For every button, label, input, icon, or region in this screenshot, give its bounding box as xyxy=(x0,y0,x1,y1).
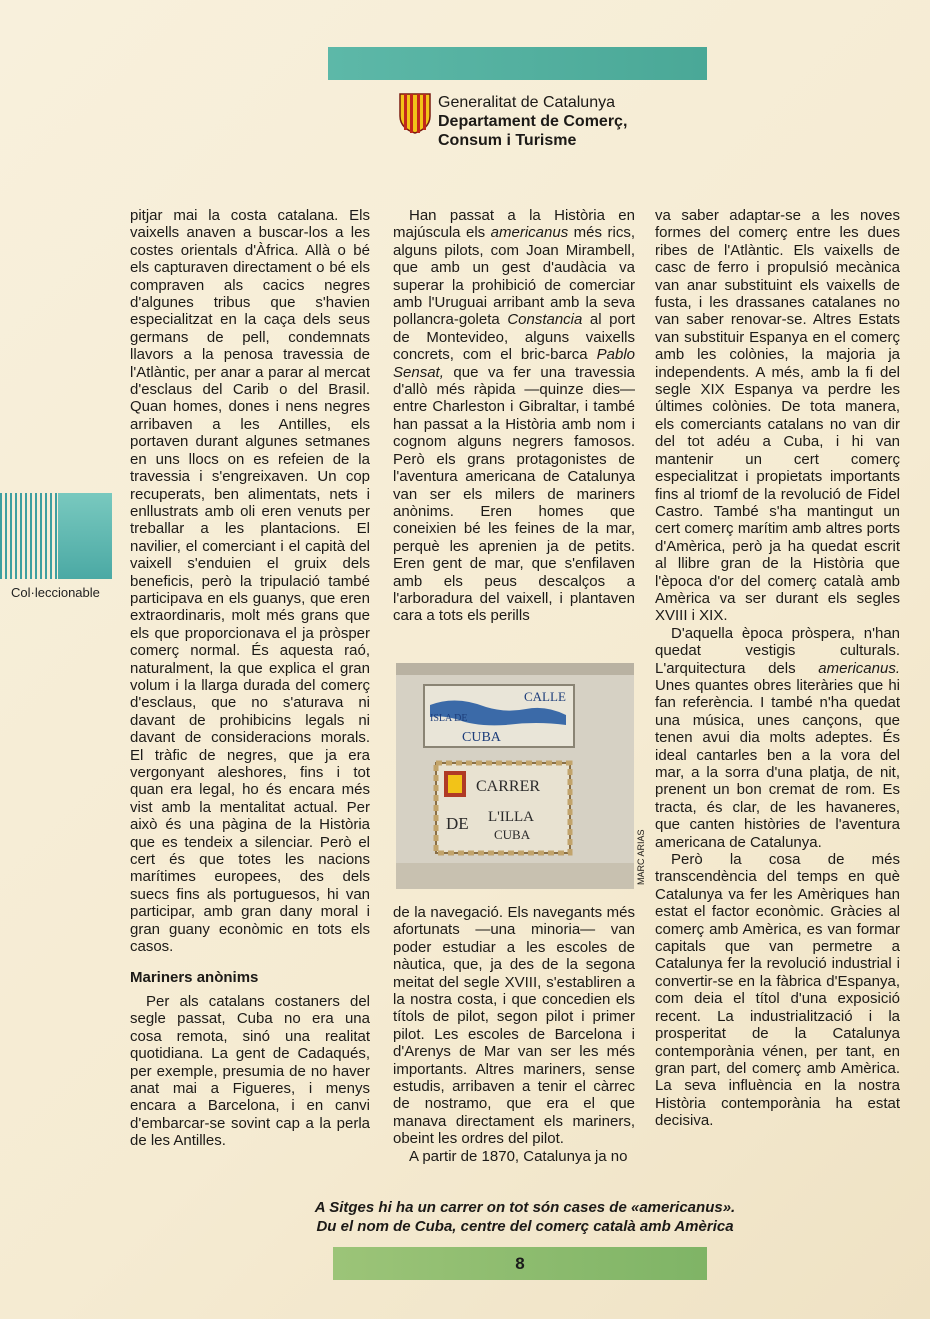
header-line-3: Consum i Turisme xyxy=(438,132,577,149)
header-line-2: Departament de Comerç, xyxy=(438,113,628,130)
column3-paragraph-3: Però la cosa de més transcendència del temps en què Catalunya va fer les Amèriques han estat el factor econòmic. Gràcies al comerç amb Amèrica, es van formar capitals que van permetre a Catalunya fer la revolució industrial i convertir-se en la fàbrica d'Espanya, com deia el títol d'una exposició recent. La industrialització i la prosperitat de la Catalunya contemporània vénen, per tant, en gran part, del comerç amb Amèrica. La seva influència en la nostra Història contemporània ha estat decisiva. xyxy=(655,851,900,1130)
sign1-mid: ISLA DE xyxy=(430,713,468,724)
caption-line-2: Du el nom de Cuba, centre del comerç català amb Amèrica xyxy=(316,1218,734,1235)
page-number: 8 xyxy=(515,1254,525,1273)
caption-line-1: A Sitges hi ha un carrer on tot són cases de «americanus». xyxy=(314,1199,736,1216)
article-column-2 xyxy=(393,207,635,625)
column3-paragraph-1: va saber adaptar-se a les noves formes del comerç entre les dues ribes de l'Atlàntic. Els vaixells de casc de ferro i propulsió mecànica van anar substituint els vaixells de fusta, i les drassanes catalanes no van saber renovar-se. Altres Estats van substituir Espanya en el comerç amb les colònies, la majoria ja independents. A més, amb la fi del segle XIX Espanya va perdre les últimes colònies. De tota manera, els comerciants catalans no van dir del tot adéu a Cuba, i hi van mantenir un cert comerç especialitzat i propietats importants fins al triomf de la revolució de Fidel Castro. També s'ha mantingut un cert comerç marítim amb altres ports d'Amèrica, però ja ha quedat escrit al llibre gran de la Història que l'època d'or del comerç català amb Amèrica va ser durant els segles XVIII i XIX. xyxy=(655,207,900,625)
column3-paragraph-2: D'aquella època pròspera, n'han quedat vestigis culturals. L'arquitectura dels americanus. Unes quantes obres literàries que hi fan referència. I també n'ha quedat una música, unes cançons, que tenen avui dia molts adeptes. És ideal cantarles ben a la vora del mar, a la sorra d'una platja, de nit, prenent un bon cremat de rom. Es tracta, és clar, de les havaneres, que canten històries de l'aventura americana de Catalunya. xyxy=(655,624,900,851)
section-heading: Mariners anònims xyxy=(130,969,259,987)
catalonia-shield-icon xyxy=(398,92,432,134)
sign2-right-2: CUBA xyxy=(494,827,531,842)
column2-paragraph-3: A partir de 1870, Catalunya ja no xyxy=(409,1147,628,1165)
top-color-bar xyxy=(328,47,707,80)
photo-credit: MARC ARIAS xyxy=(636,829,646,885)
column2-paragraph-2: de la navegació. Els navegants més afortunats —una minoria— van poder estudiar a les escoles de nàutica, que, ja des de la segona meitat del segle XVIII, s'establiren a la nostra costa, i que concedien els títols de pilot, segon pilot i primer pilot. Les escoles de Barcelona i d'Arenys de Mar van ser les més importants. Altres mariners, sense estudis, arribaven a tenir el càrrec de nostramo, que era el que manava directament els mariners, obeint les ordres del pilot. xyxy=(393,904,635,1148)
column1-paragraph-2: Per als catalans costaners del segle passat, Cuba no era una cosa remota, sinó una realitat quotidiana. La gent de Cadaqués, per exemple, presumia de no haver anat mai a Figueres, i menys encara a Barcelona, i en canvi d'embarcar-se sovint cap a la perla de les Antilles. xyxy=(130,992,370,1150)
photo-caption xyxy=(290,1198,760,1236)
collectable-label: Col·leccionable xyxy=(11,585,100,600)
article-column-1 xyxy=(130,207,370,1150)
column1-paragraph-1: pitjar mai la costa catalana. Els vaixells anaven a buscar-los a les costes orientals d'Àfrica. Allà o bé els capturaven directament o bé els compraven als cacics negres d'algunes tribus que s'havien especialitzat en la caça dels seus germans de pell, condemnats llavors a la penosa travessia de l'Atlàntic, per anar a parar al mercat d'esclaus del Carib o del Brasil. Quan homes, dones i nens negres arribaven a les Antilles, els portaven durant algunes setmanes en uns llocs on es refeien de la travessia i s'engreixaven. Un cop recuperats, ben alimentats, nets i enllustrats amb oli eren venuts per treballar a les plantacions. El navilier, el comerciant i el capità del vaixell s'enduien el gruix dels beneficis, però la tripulació també participava en els guanys, que eren extraordinaris, molt més grans que els que proporcionava el ja pròsper comerç normal. És aquesta raó, naturalment, la que explica el gran volum i la llarga durada del comerç d'esclaus, que no s'aturava ni davant de prohibicins legals ni davant de consideracions morals. El tràfic de negres, que ja era vergonyant aleshores, fins i tot quan era legal, ho és encara més vist amb la mentalitat actual. Per això és una pàgina de la Història que es tendeix a silenciar. Però el cert és que totes les nacions marítimes europees, des dels suecs fins als portuguesos, hi van participar, amb gran dany moral i gran guany econòmic en tots els casos. xyxy=(130,207,370,956)
street-sign-illustration xyxy=(396,663,634,889)
article-column-2-continued xyxy=(393,904,635,1165)
sign2-right-1: L'ILLA xyxy=(488,809,535,825)
street-sign-photo xyxy=(396,663,634,889)
sign2-left: DE xyxy=(446,814,469,833)
sign2-top: CARRER xyxy=(476,778,541,795)
article-column-3 xyxy=(655,207,900,1130)
collectable-block xyxy=(58,493,112,579)
sign1-top: CALLE xyxy=(524,689,566,704)
header-line-1: Generalitat de Catalunya xyxy=(438,94,615,111)
column2-paragraph-1: Han passat a la Història en majúscula els americanus més rics, alguns pilots, com Joan Mirambell, que amb un gest d'audàcia va superar la prohibició de comerciar amb l'Uruguai arribant amb la seva pollancra-goleta Constancia al port de Montevideo, alguns vaixells concrets, com el bric-barca Pablo Sensat, que va fer una travessia d'allò més ràpida —quinze dies— entre Charleston i Gibraltar, i també han passat a la Història amb nom i cognom alguns negrers famosos. Però els grans protagonistes de l'aventura americana de Catalunya van ser els milers de mariners anònims. Eren homes que coneixien bé les feines de la mar, perquè les aprenien ja de petits. Eren gent de mar, que s'enfilaven amb els peus descalços a l'arboradura del vaixell, i plantaven cara a tots els perills xyxy=(393,207,636,625)
sign1-bottom: CUBA xyxy=(462,730,501,745)
department-header xyxy=(438,93,627,150)
